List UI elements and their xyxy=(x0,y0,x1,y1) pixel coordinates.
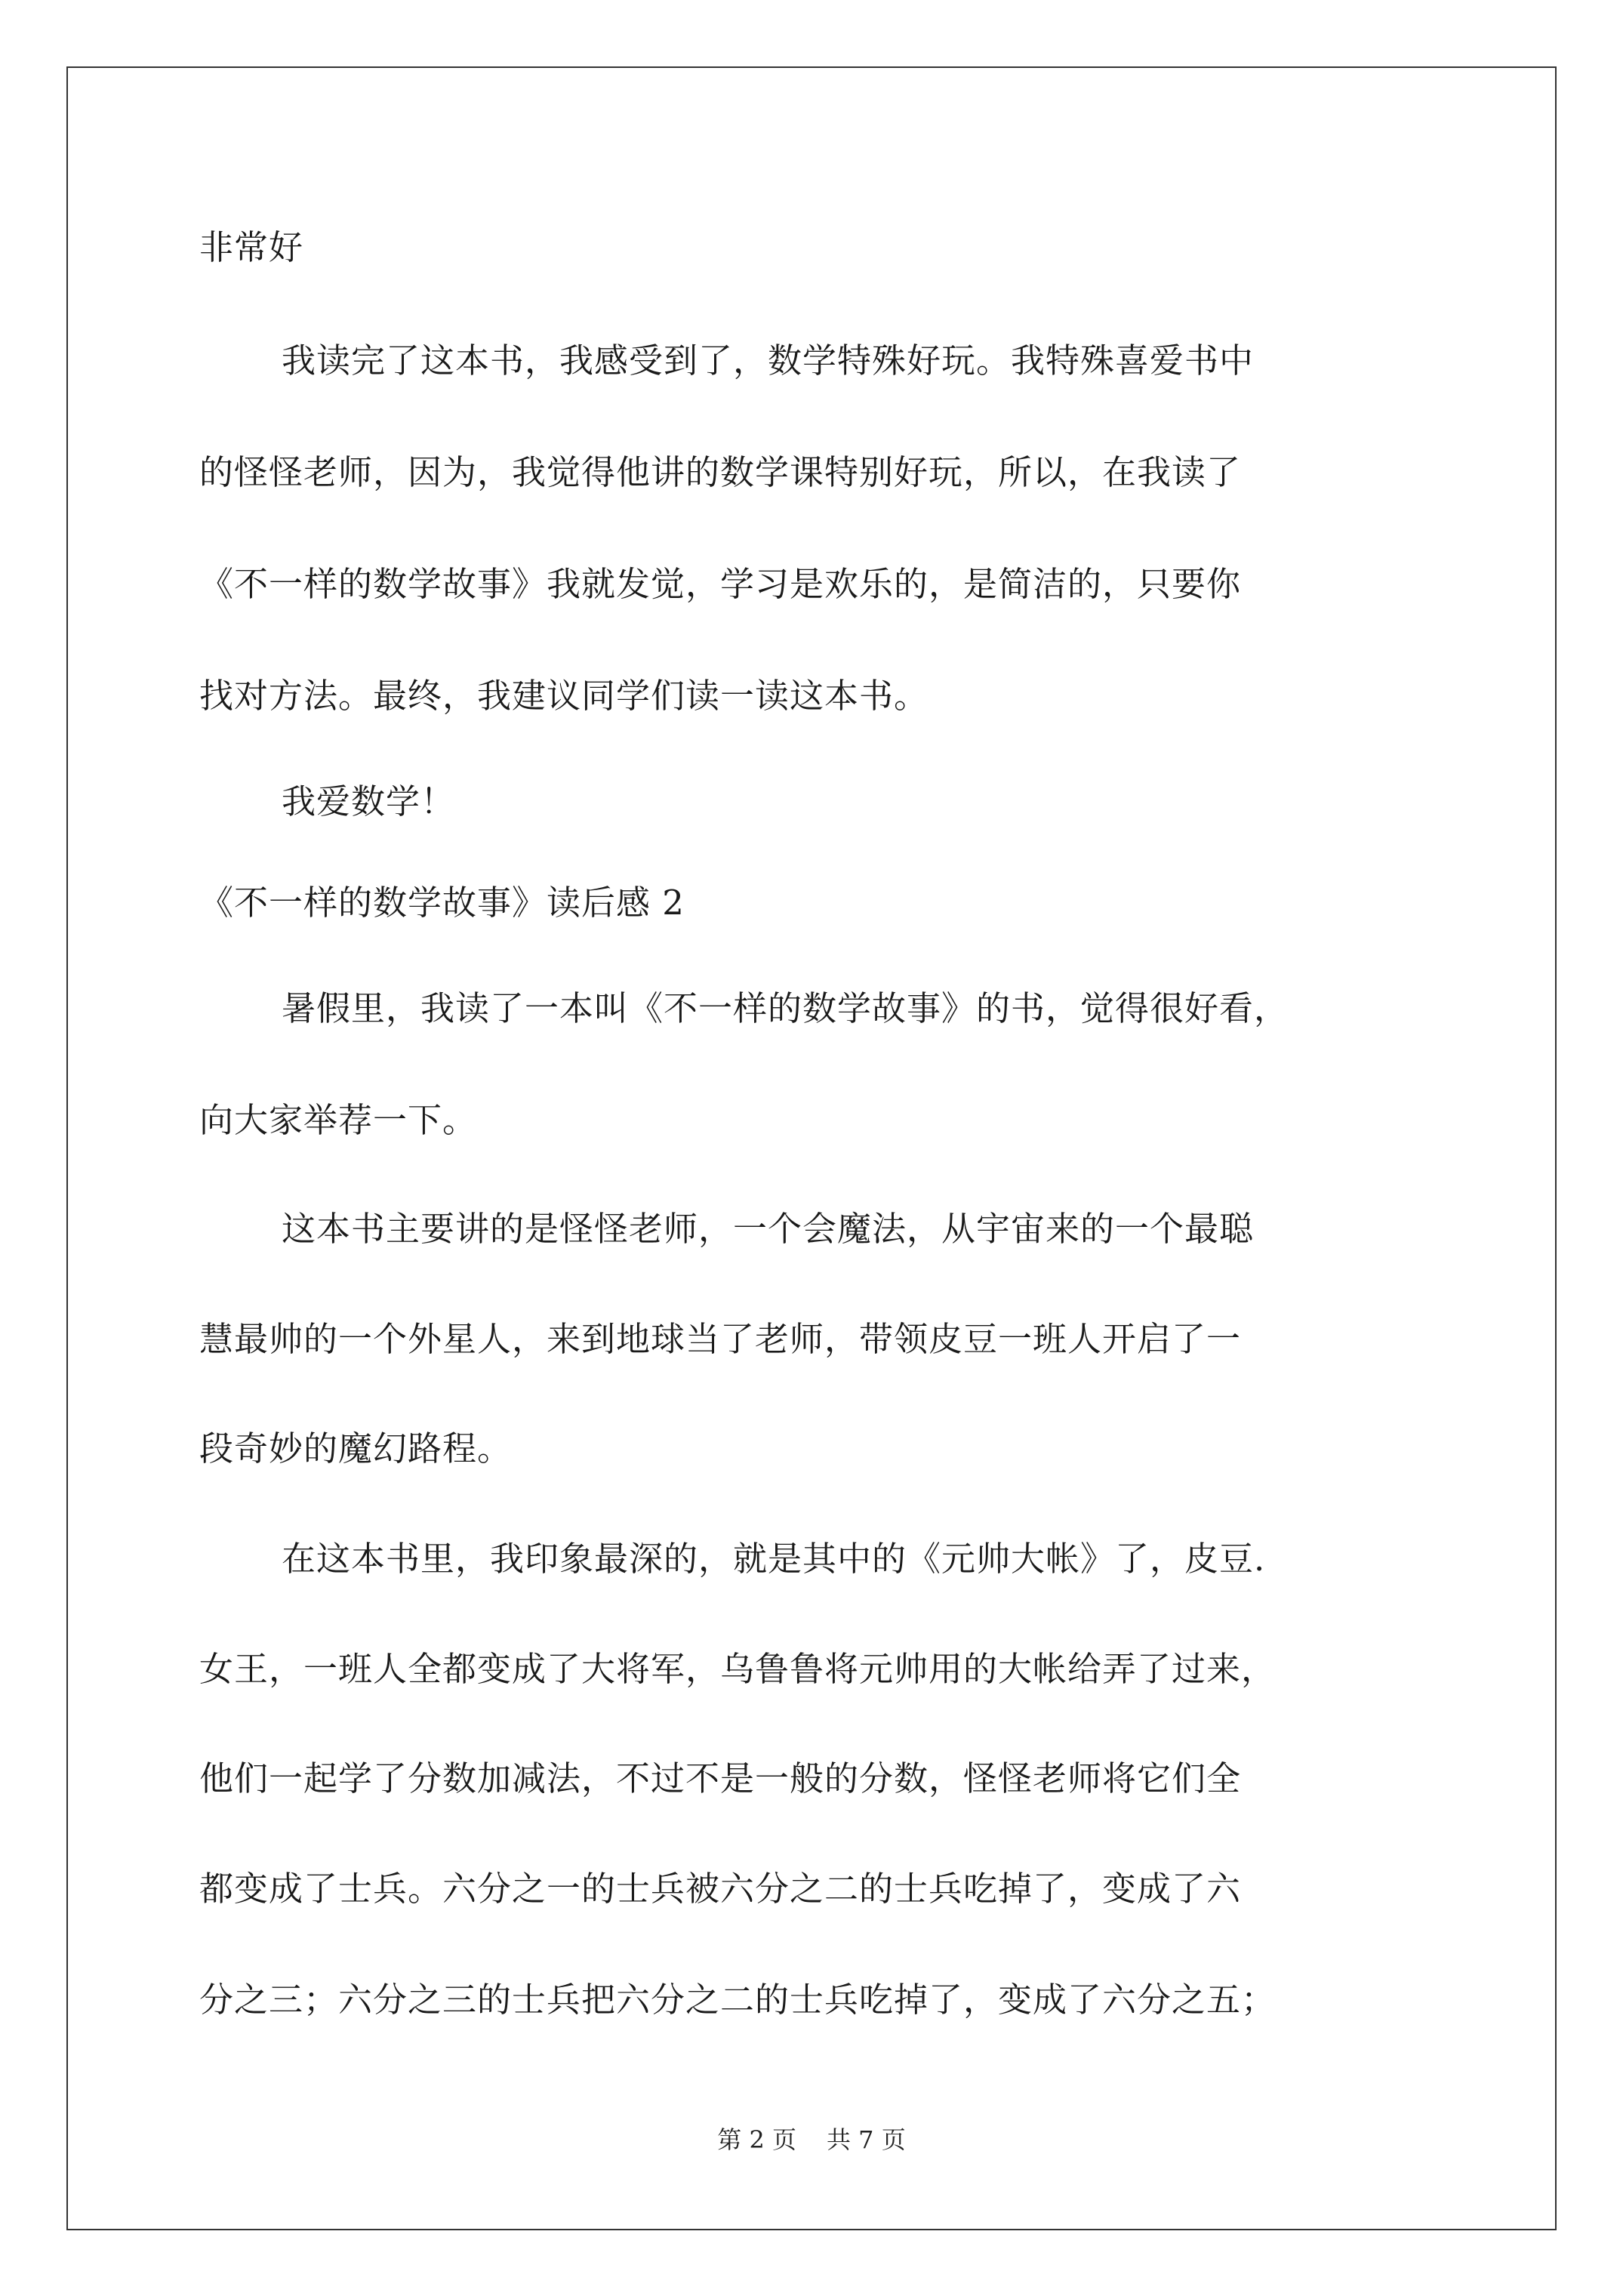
page-total: 共 7 页 xyxy=(827,2125,906,2154)
paragraph-line: 我爱数学！ xyxy=(282,781,456,821)
text-line: 向大家举荐一下。 xyxy=(199,1100,478,1140)
text-line: 非常好 xyxy=(199,227,304,267)
page-number: 第 2 页 xyxy=(717,2125,796,2154)
text-line: 段奇妙的魔幻路程。 xyxy=(199,1428,513,1469)
text-line: 《不一样的数学故事》我就发觉，学习是欢乐的，是简洁的，只要你 xyxy=(199,564,1242,604)
paragraph-line: 在这本书里，我印象最深的，就是其中的《元帅大帐》了，皮豆. xyxy=(282,1539,1266,1579)
text-line: 他们一起学了分数加减法，不过不是一般的分数，怪怪老师将它们全 xyxy=(199,1758,1242,1798)
section-heading: 《不一样的数学故事》读后感 2 xyxy=(199,883,685,923)
text-line: 的怪怪老师，因为，我觉得他讲的数学课特别好玩，所以，在我读了 xyxy=(199,452,1242,492)
page-footer xyxy=(0,2125,1623,2155)
text-line: 分之三；六分之三的士兵把六分之二的士兵吃掉了，变成了六分之五； xyxy=(199,1980,1277,2020)
text-line: 女王，一班人全都变成了大将军，乌鲁鲁将元帅用的大帐给弄了过来， xyxy=(199,1649,1277,1689)
text-line: 找对方法。最终，我建议同学们读一读这本书。 xyxy=(199,676,929,716)
text-line: 慧最帅的一个外星人，来到地球当了老师，带领皮豆一班人开启了一 xyxy=(199,1319,1242,1359)
paragraph-line: 这本书主要讲的是怪怪老师，一个会魔法，从宇宙来的一个最聪 xyxy=(282,1209,1255,1249)
text-line: 都变成了士兵。六分之一的士兵被六分之二的士兵吃掉了，变成了六 xyxy=(199,1869,1242,1909)
paragraph-line: 我读完了这本书，我感受到了，数学特殊好玩。我特殊喜爱书中 xyxy=(282,341,1255,381)
paragraph-line: 暑假里，我读了一本叫《不一样的数学故事》的书，觉得很好看， xyxy=(282,988,1289,1028)
